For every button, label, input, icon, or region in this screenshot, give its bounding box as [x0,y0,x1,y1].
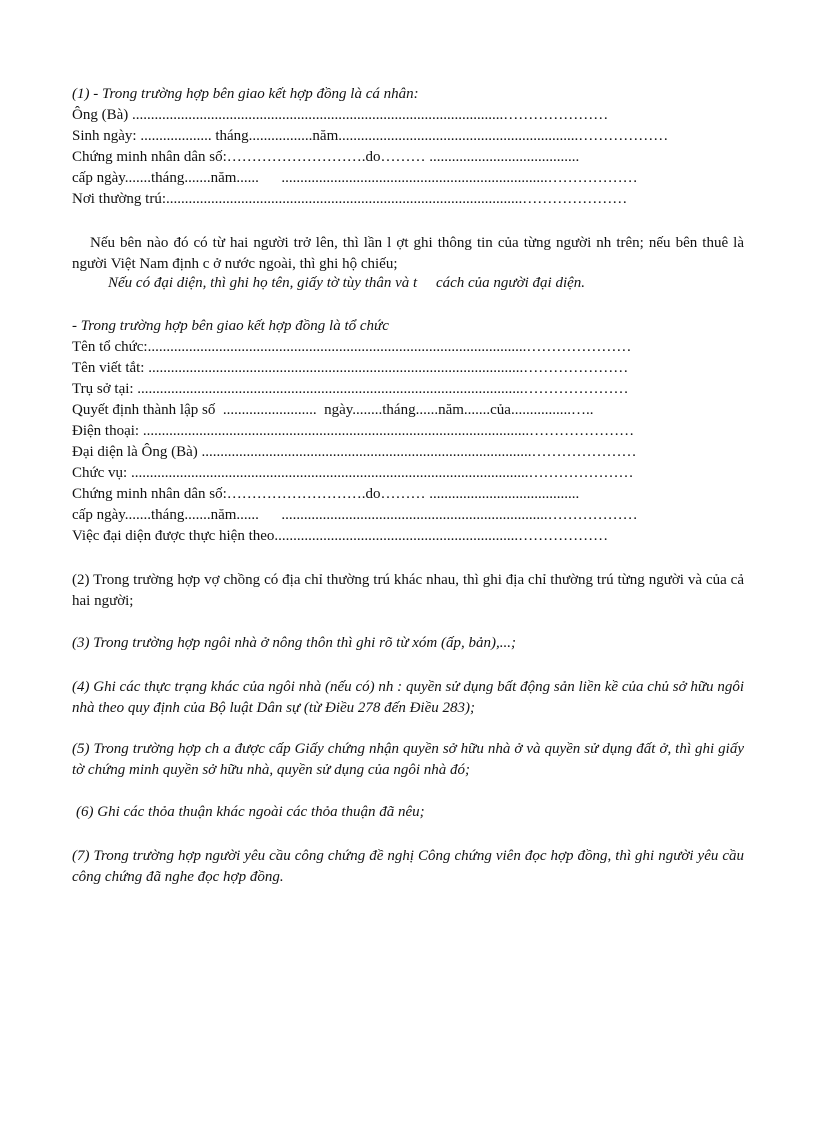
field-residence: Nơi thường trú:...............................................................................................………………… [72,191,628,207]
field-representative: Đại diện là Ông (Bà) ........................................................................................………………… [72,444,637,460]
field-position: Chức vụ: ..........................................................................................................………………… [72,465,634,481]
field-org-issue-date: cấp ngày.......tháng.......năm...... .......................................................................……………… [72,507,638,523]
note-2: (2) Trong trường hợp vợ chồng có địa chỉ thường trú khác nhau, thì ghi địa chỉ thường trú từng người và của cả hai người; [72,572,744,609]
field-name: Ông (Bà) ...................................................................................................………………… [72,107,609,123]
field-org-id-number: Chứng minh nhân dân số:……………………….do……… ........................................ [72,486,580,502]
field-abbreviation: Tên viết tắt: ....................................................................................................………………… [72,360,629,376]
note-6: (6) Ghi các thỏa thuận khác ngoài các thỏa thuận đã nêu; [76,804,425,820]
note-7: (7) Trong trường hợp người yêu cầu công chứng đề nghị Công chứng viên đọc hợp đồng, thì ghi người yêu cầu công chứng đã nghe đọc hợp đồng. [72,848,744,885]
field-establishment-decision: Quyết định thành lập số ......................... ngày........tháng......năm.......của................….. [72,402,594,418]
field-headquarters: Trụ sở tại: .......................................................................................................………………… [72,381,629,397]
field-authorization: Việc đại diện được thực hiện theo.................................................................……………… [72,528,609,544]
note-3: (3) Trong trường hợp ngôi nhà ở nông thôn thì ghi rõ từ xóm (ấp, bản),...; [72,635,516,651]
field-phone: Điện thoại: .......................................................................................................………………… [72,423,635,439]
multi-person-note: Nếu bên nào đó có từ hai người trở lên, thì lần l ợt ghi thông tin của từng người nh trên; nếu bên thuê là người Việt Nam định c ở nước ngoài, thì ghi hộ chiếu; [72,235,744,272]
field-birthdate: Sinh ngày: ................... tháng.................năm................................................................……………… [72,128,669,144]
field-org-name: Tên tổ chức:.....................................................................................................………………… [72,339,632,355]
individual-heading: (1) - Trong trường hợp bên giao kết hợp đồng là cá nhân: [72,86,419,102]
organization-heading: - Trong trường hợp bên giao kết hợp đồng là tổ chức [72,318,389,334]
note-5: (5) Trong trường hợp ch a được cấp Giấy chứng nhận quyền sở hữu nhà ở và quyền sử dụng đất ở, thì ghi giấy tờ chứng minh quyền sở hữu nhà, quyền sử dụng của ngôi nhà đó; [72,741,744,778]
representative-note: Nếu có đại diện, thì ghi họ tên, giấy tờ tùy thân và t cách của người đại diện. [108,275,586,291]
note-4: (4) Ghi các thực trạng khác của ngôi nhà (nếu có) nh : quyền sử dụng bất động sản liền kề của chủ sở hữu ngôi nhà theo quy định của Bộ luật Dân sự (từ Điều 278 đến Điều 283); [72,679,744,716]
field-id-number: Chứng minh nhân dân số:……………………….do……… ........................................ [72,149,580,165]
field-issue-date: cấp ngày.......tháng.......năm...... .......................................................................……………… [72,170,638,186]
